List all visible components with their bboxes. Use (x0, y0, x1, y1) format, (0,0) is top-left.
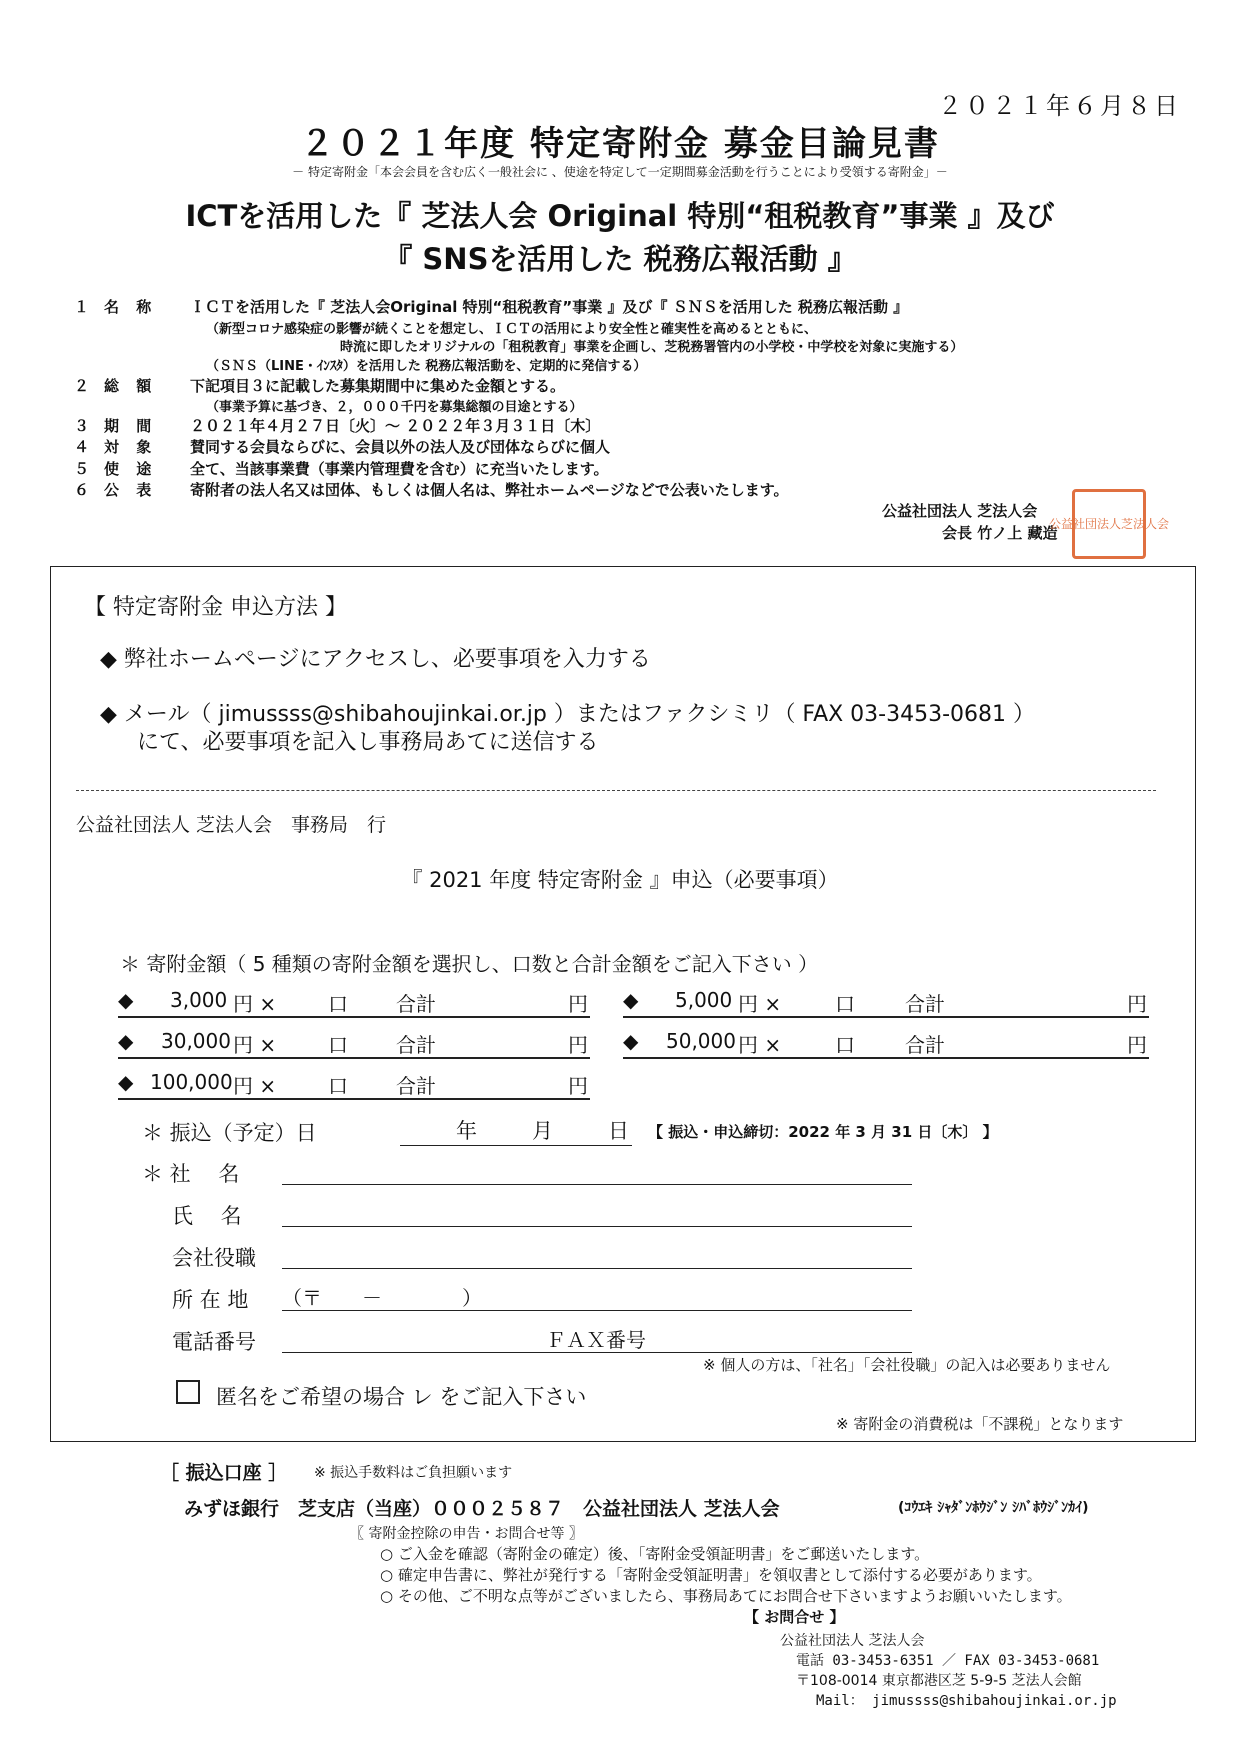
company-field[interactable] (282, 1154, 912, 1185)
footer-line-3: ○ その他、ご不明な点等がございましたら、事務局あてにお問合せ下さいますようお願いいたします。 (380, 1587, 1072, 1605)
deadline-note: 【 振込・申込締切：2022 年 3 月 31 日〔木〕 】 (648, 1123, 998, 1141)
amount-instruction: ＊ 寄附金額（ 5 種類の寄附金額を選択し、口数と合計金額をご記入下さい ） (120, 952, 819, 976)
item-total-note: （事業予算に基づき、２，０００千円を募集総額の目途とする） (206, 400, 583, 415)
bank-account: みずほ銀行 芝支店（当座）０００２５８７ 公益社団法人 芝法人会 (184, 1498, 780, 1520)
role-label: 会社役職 (172, 1246, 256, 1270)
phone-fax-field[interactable]: ＦＡＸ番号 (282, 1322, 912, 1353)
amount-row-30000[interactable]: ◆ 30,000 円 × 口 合計 円 (118, 1029, 588, 1057)
project-title-line1: ICTを活用した『 芝法人会 Original 特別“租税教育”事業 』及び (185, 199, 1055, 233)
item-usage: ５ 使 途 全て、当該事業費（事業内管理費を含む）に充当いたします。 (74, 460, 609, 478)
address-label: 所 在 地 (172, 1288, 249, 1312)
address-field[interactable]: （〒 － ） (282, 1280, 912, 1311)
anonymous-label: 匿名をご希望の場合 レ をご記入下さい (216, 1385, 587, 1409)
method-web: ◆ 弊社ホームページにアクセスし、必要事項を入力する (100, 647, 651, 672)
official-seal: 公益社団法人芝法人会 (1072, 489, 1146, 559)
contact-address: 〒108-0014 東京都港区芝 5-9-5 芝法人会館 (796, 1673, 1082, 1689)
amount-row-50000[interactable]: ◆ 50,000 円 × 口 合計 円 (623, 1029, 1147, 1057)
item-name: １ 名 称 ＩＣＴを活用した『 芝法人会Original 特別“租税教育”事業 』及び『 ＳＮＳを活用した 税務広報活動 』 (74, 298, 909, 316)
addressee: 公益社団法人 芝法人会 事務局 行 (76, 814, 387, 836)
contact-phone-fax: 電話 03-3453-6351 ／ FAX 03-3453-0681 (796, 1653, 1100, 1669)
signature-name: 会長 竹ノ上 藏造 (942, 524, 1058, 542)
method-mail-fax-cont: にて、必要事項を記入し事務局あてに送信する (137, 730, 599, 755)
method-heading: 【 特定寄附金 申込方法 】 (84, 595, 347, 620)
bank-heading: ［ 振込口座 ］ (160, 1462, 288, 1484)
page-subtitle: － 特定寄附金「本会会員を含む広く一般社会に 、使途を特定して一定期間募金活動を行うことにより受領する寄附金」－ (292, 165, 948, 179)
company-label: ＊ 社 名 (142, 1162, 240, 1186)
transfer-date-label: ＊ 振込（予定）日 (142, 1121, 317, 1145)
document-date: ２０２１年６月８日 (938, 92, 1181, 120)
transfer-date-field[interactable]: 年 月 日 (400, 1115, 632, 1146)
bank-account-kana: (ｺｳｴｷ ｼｬﾀﾞﾝﾎｳｼﾞﾝ ｼﾊﾞﾎｳｼﾞﾝｶｲ) (898, 1500, 1089, 1516)
footer-heading: 〖 寄附金控除の申告・お問合せ等 〗 (350, 1526, 583, 1542)
item-name-note: （新型コロナ感染症の影響が続くことを想定し、ＩＣＴの活用により安全性と確実性を高めるとともに、 (206, 322, 818, 337)
item-total: ２ 総 額 下記項目３に記載した募集期間中に集めた金額とする。 (74, 377, 566, 395)
role-field[interactable] (282, 1238, 912, 1269)
phone-label: 電話番号 (172, 1330, 256, 1354)
page-title: ２０２１年度 特定寄附金 募金目論見書 (300, 124, 940, 164)
signature-org: 公益社団法人 芝法人会 (882, 502, 1038, 520)
contact-mail: Mail： jimussss@shibahoujinkai.or.jp (816, 1693, 1117, 1709)
person-field[interactable] (282, 1196, 912, 1227)
amount-row-5000[interactable]: ◆ 5,000 円 × 口 合計 円 (623, 988, 1147, 1016)
fee-note: ※ 振込手数料はご負担願います (314, 1465, 513, 1481)
footer-line-1: ○ ご入金を確認（寄附金の確定）後、「寄附金受領証明書」をご郵送いたします。 (380, 1545, 930, 1563)
tax-note: ※ 寄附金の消費税は「不課税」となります (836, 1415, 1124, 1433)
item-name-note: 時流に即したオリジナルの「租税教育」事業を企画し、芝税務署管内の小学校・中学校を対象に実施する） (340, 340, 964, 355)
contact-heading: 【 お問合せ 】 (744, 1608, 845, 1626)
anonymous-checkbox[interactable] (176, 1380, 200, 1404)
item-period: ３ 期 間 ２０２１年４月２７日〔火〕～ ２０２２年３月３１日〔木〕 (74, 417, 601, 435)
amount-row-100000[interactable]: ◆ 100,000 円 × 口 合計 円 (118, 1070, 588, 1098)
method-mail-fax: ◆ メール（ jimussss@shibahoujinkai.or.jp ）またはファクシミリ（ FAX 03-3453-0681 ） (100, 702, 1036, 727)
contact-org: 公益社団法人 芝法人会 (780, 1633, 925, 1649)
item-name-note: （ＳＮＳ（LINE・ｲﾝｽﾀ）を活用した 税務広報活動を、定期的に発信する） (206, 359, 647, 374)
person-label: 氏 名 (172, 1204, 242, 1228)
form-title: 『 2021 年度 特定寄附金 』申込（必要事項） (401, 868, 839, 892)
amount-row-3000[interactable]: ◆ 3,000 円 × 口 合計 円 (118, 988, 588, 1016)
project-title-line2: 『 SNSを活用した 税務広報活動 』 (383, 242, 857, 276)
item-publication: ６ 公 表 寄附者の法人名又は団体、もしくは個人名は、弊社ホームページなどで公表いたします。 (74, 481, 789, 499)
footer-line-2: ○ 確定申告書に、弊社が発行する「寄附金受領証明書」を領収書として添付する必要があります。 (380, 1566, 1042, 1584)
cut-line (76, 790, 1156, 791)
individual-note: ※ 個人の方は、「社名」「会社役職」の記入は必要ありません (703, 1356, 1111, 1374)
item-target: ４ 対 象 賛同する会員ならびに、会員以外の法人及び団体ならびに個人 (74, 438, 611, 456)
